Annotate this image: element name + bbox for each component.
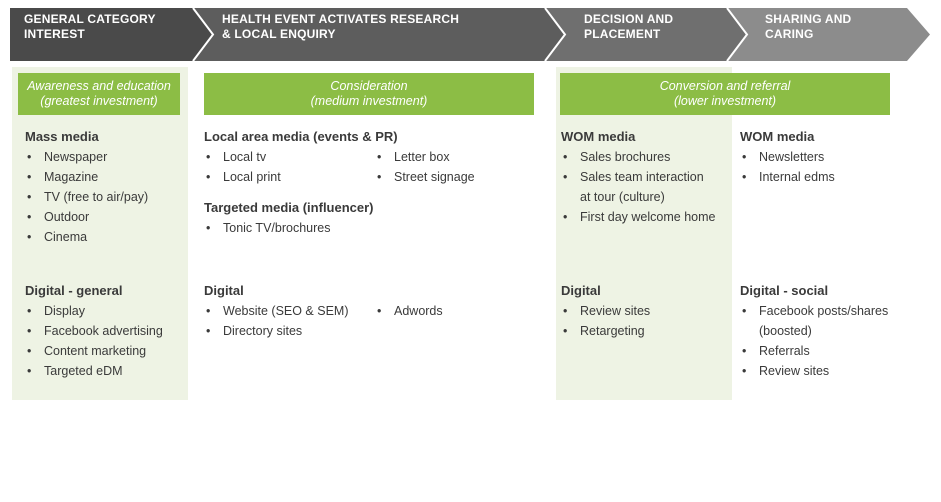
stage-2-label-line2: & LOCAL ENQUIRY — [222, 27, 336, 41]
stage-4-label-line1: SHARING AND — [765, 12, 852, 26]
list-item: • First day welcome home — [561, 207, 715, 227]
conversion-banner-title: Conversion and referral — [659, 79, 791, 93]
conversion-banner-subtitle: (lower investment) — [673, 94, 777, 108]
stage-2-label — [222, 12, 459, 42]
list-item: • Local print — [204, 167, 281, 187]
awareness-banner — [18, 73, 180, 115]
mass-media-heading: Mass media — [25, 129, 99, 144]
targeted-media-list — [204, 218, 330, 238]
list-item: • TV (free to air/pay) — [25, 187, 148, 207]
stage-4-label — [765, 12, 851, 42]
stage-2-label-line1: HEALTH EVENT ACTIVATES RESEARCH — [222, 12, 460, 26]
list-item: • Display — [25, 301, 163, 321]
wom-media-list-col4 — [740, 147, 835, 187]
consideration-banner-title: Consideration — [330, 79, 408, 93]
digital-heading: Digital — [204, 283, 244, 298]
digital-social-heading: Digital - social — [740, 283, 829, 298]
consideration-banner-subtitle: (medium investment) — [310, 94, 428, 108]
column-3-background — [556, 67, 732, 400]
digital-list-b — [375, 301, 443, 321]
list-item: • Facebook posts/shares — [740, 301, 888, 321]
conversion-banner — [560, 73, 890, 115]
stage-1-label-line2: INTEREST — [24, 27, 85, 41]
list-item: • Internal edms — [740, 167, 835, 187]
digital-list-a — [204, 301, 349, 341]
targeted-media-heading: Targeted media (influencer) — [204, 200, 374, 215]
list-item: • Targeted eDM — [25, 361, 163, 381]
wom-media-list — [561, 147, 715, 227]
digital-social-list — [740, 301, 888, 381]
list-item: • Facebook advertising — [25, 321, 163, 341]
list-item: • Adwords — [375, 301, 443, 321]
list-item: • Magazine — [25, 167, 148, 187]
list-item: • Local tv — [204, 147, 281, 167]
list-item: at tour (culture) — [580, 190, 665, 204]
wom-media-heading-col4: WOM media — [740, 129, 815, 144]
awareness-banner-subtitle: (greatest investment) — [40, 94, 158, 108]
local-area-media-list-b — [375, 147, 475, 187]
stage-1-label-line1: GENERAL CATEGORY — [24, 12, 156, 26]
stage-4-label-line2: CARING — [765, 27, 814, 41]
local-area-media-list-a — [204, 147, 281, 187]
list-item: • Tonic TV/brochures — [204, 218, 330, 238]
list-item: • Referrals — [740, 341, 888, 361]
list-item: • Letter box — [375, 147, 475, 167]
digital-heading-col3: Digital — [561, 283, 601, 298]
list-item: (boosted) — [759, 324, 812, 338]
list-item: • Website (SEO & SEM) — [204, 301, 349, 321]
stage-3-label-line2: PLACEMENT — [584, 27, 661, 41]
digital-general-heading: Digital - general — [25, 283, 123, 298]
list-item: • Newspaper — [25, 147, 148, 167]
wom-media-heading: WOM media — [561, 129, 636, 144]
digital-general-list — [25, 301, 163, 381]
list-item: • Outdoor — [25, 207, 148, 227]
local-area-media-heading: Local area media (events & PR) — [204, 129, 398, 144]
stage-1-label — [24, 12, 156, 42]
consideration-banner — [204, 73, 534, 115]
stage-3-label — [584, 12, 673, 42]
list-item: • Directory sites — [204, 321, 349, 341]
stage-3-label-line1: DECISION AND — [584, 12, 674, 26]
list-item: • Street signage — [375, 167, 475, 187]
list-item: • Cinema — [25, 227, 148, 247]
digital-list-col3 — [561, 301, 650, 341]
list-item: • Retargeting — [561, 321, 650, 341]
list-item: • Sales team interaction — [561, 167, 715, 187]
list-item: • Review sites — [740, 361, 888, 381]
list-item: • Newsletters — [740, 147, 835, 167]
awareness-banner-title: Awareness and education — [27, 79, 171, 93]
list-item: • Review sites — [561, 301, 650, 321]
mass-media-list — [25, 147, 148, 247]
list-item: • Sales brochures — [561, 147, 715, 167]
list-item: • Content marketing — [25, 341, 163, 361]
